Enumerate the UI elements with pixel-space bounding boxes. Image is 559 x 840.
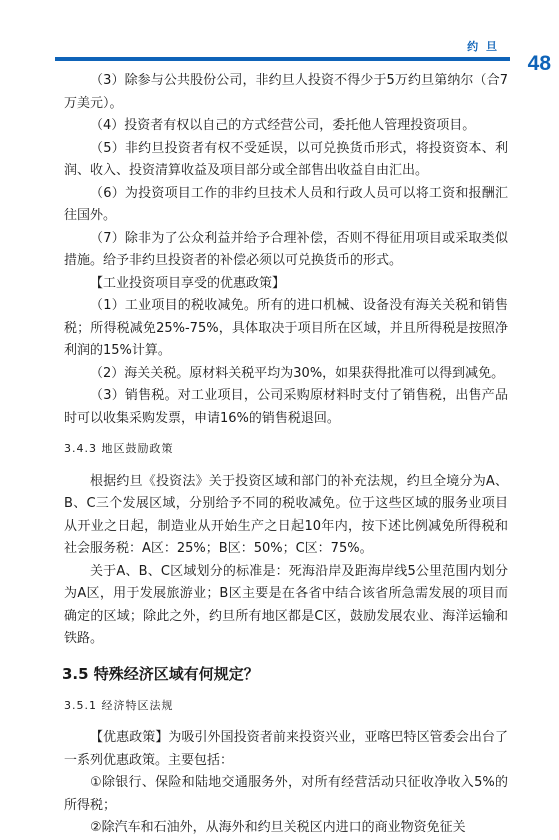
paragraph: （7）除非为了公众利益并给予合理补偿，否则不得征用项目或采取类似措施。给予非约旦投资者的补偿必须以可兑换货币的形式。 xyxy=(64,230,508,268)
paragraph: 根据约旦《投资法》关于投资区域和部门的补充法规，约旦全境分为A、B、C三个发展区域，分别给予不同的税收减免。位于这些区域的服务业项目从开业之日起，制造业从开始生产之日起10年内，按下述比例减免所得税和社会服务税：A区：25%；B区：50%；C区：75%。 xyxy=(64,473,508,556)
paragraph: 【工业投资项目享受的优惠政策】 xyxy=(90,275,286,291)
paragraph: （3）销售税。对工业项目，公司采购原材料时支付了销售税，出售产品时可以收集采购发票，申请16%的销售税退回。 xyxy=(64,388,508,426)
paragraph: （3）除参与公共股份公司，非约旦人投资不得少于5万约旦第纳尔（合7万美元）。 xyxy=(64,73,508,111)
section-heading-3-4-3: 3.4.3 地区鼓励政策 xyxy=(64,442,174,455)
paragraph: （5）非约旦投资者有权不受延误，以可兑换货币形式，将投资资本、利润、收入、投资清算收益及项目部分或全部售出收益自由汇出。 xyxy=(64,140,508,178)
paragraph: （2）海关关税。原材料关税平均为30%，如果获得批准可以得到减免。 xyxy=(90,365,505,381)
page-body xyxy=(64,70,508,840)
paragraph: 【优惠政策】为吸引外国投资者前来投资兴业，亚喀巴特区管委会出台了一系列优惠政策。主要包括： xyxy=(64,730,508,768)
paragraph: （6）为投资项目工作的非约旦技术人员和行政人员可以将工资和报酬汇往国外。 xyxy=(64,185,508,223)
paragraph: 关于A、B、C区域划分的标准是：死海沿岸及距海岸线5公里范围内划分为A区，用于发展旅游业；B区主要是在各省中结合该省所急需发展的项目而确定的区域；除此之外，约旦所有地区都是C区，鼓励发展农业、海洋运输和铁路。 xyxy=(64,563,508,646)
section-heading-3-5: 3.5 特殊经济区域有何规定？ xyxy=(62,664,259,683)
header-rule xyxy=(55,57,510,61)
paragraph: （1）工业项目的税收减免。所有的进口机械、设备没有海关关税和销售税；所得税减免25%-75%，具体取决于项目所在区域，并且所得税是按照净利润的15%计算。 xyxy=(64,298,508,358)
running-header-section: 约 旦 xyxy=(467,40,499,53)
paragraph: ①除银行、保险和陆地交通服务外，对所有经营活动只征收净收入5%的所得税； xyxy=(64,775,508,813)
paragraph: ②除汽车和石油外，从海外和约旦关税区内进口的商业物资免征关 xyxy=(90,820,466,835)
section-heading-3-5-1: 3.5.1 经济特区法规 xyxy=(64,698,174,712)
paragraph: （4）投资者有权以自己的方式经营公司，委托他人管理投资项目。 xyxy=(90,118,476,133)
page-number: 48 xyxy=(527,52,551,75)
